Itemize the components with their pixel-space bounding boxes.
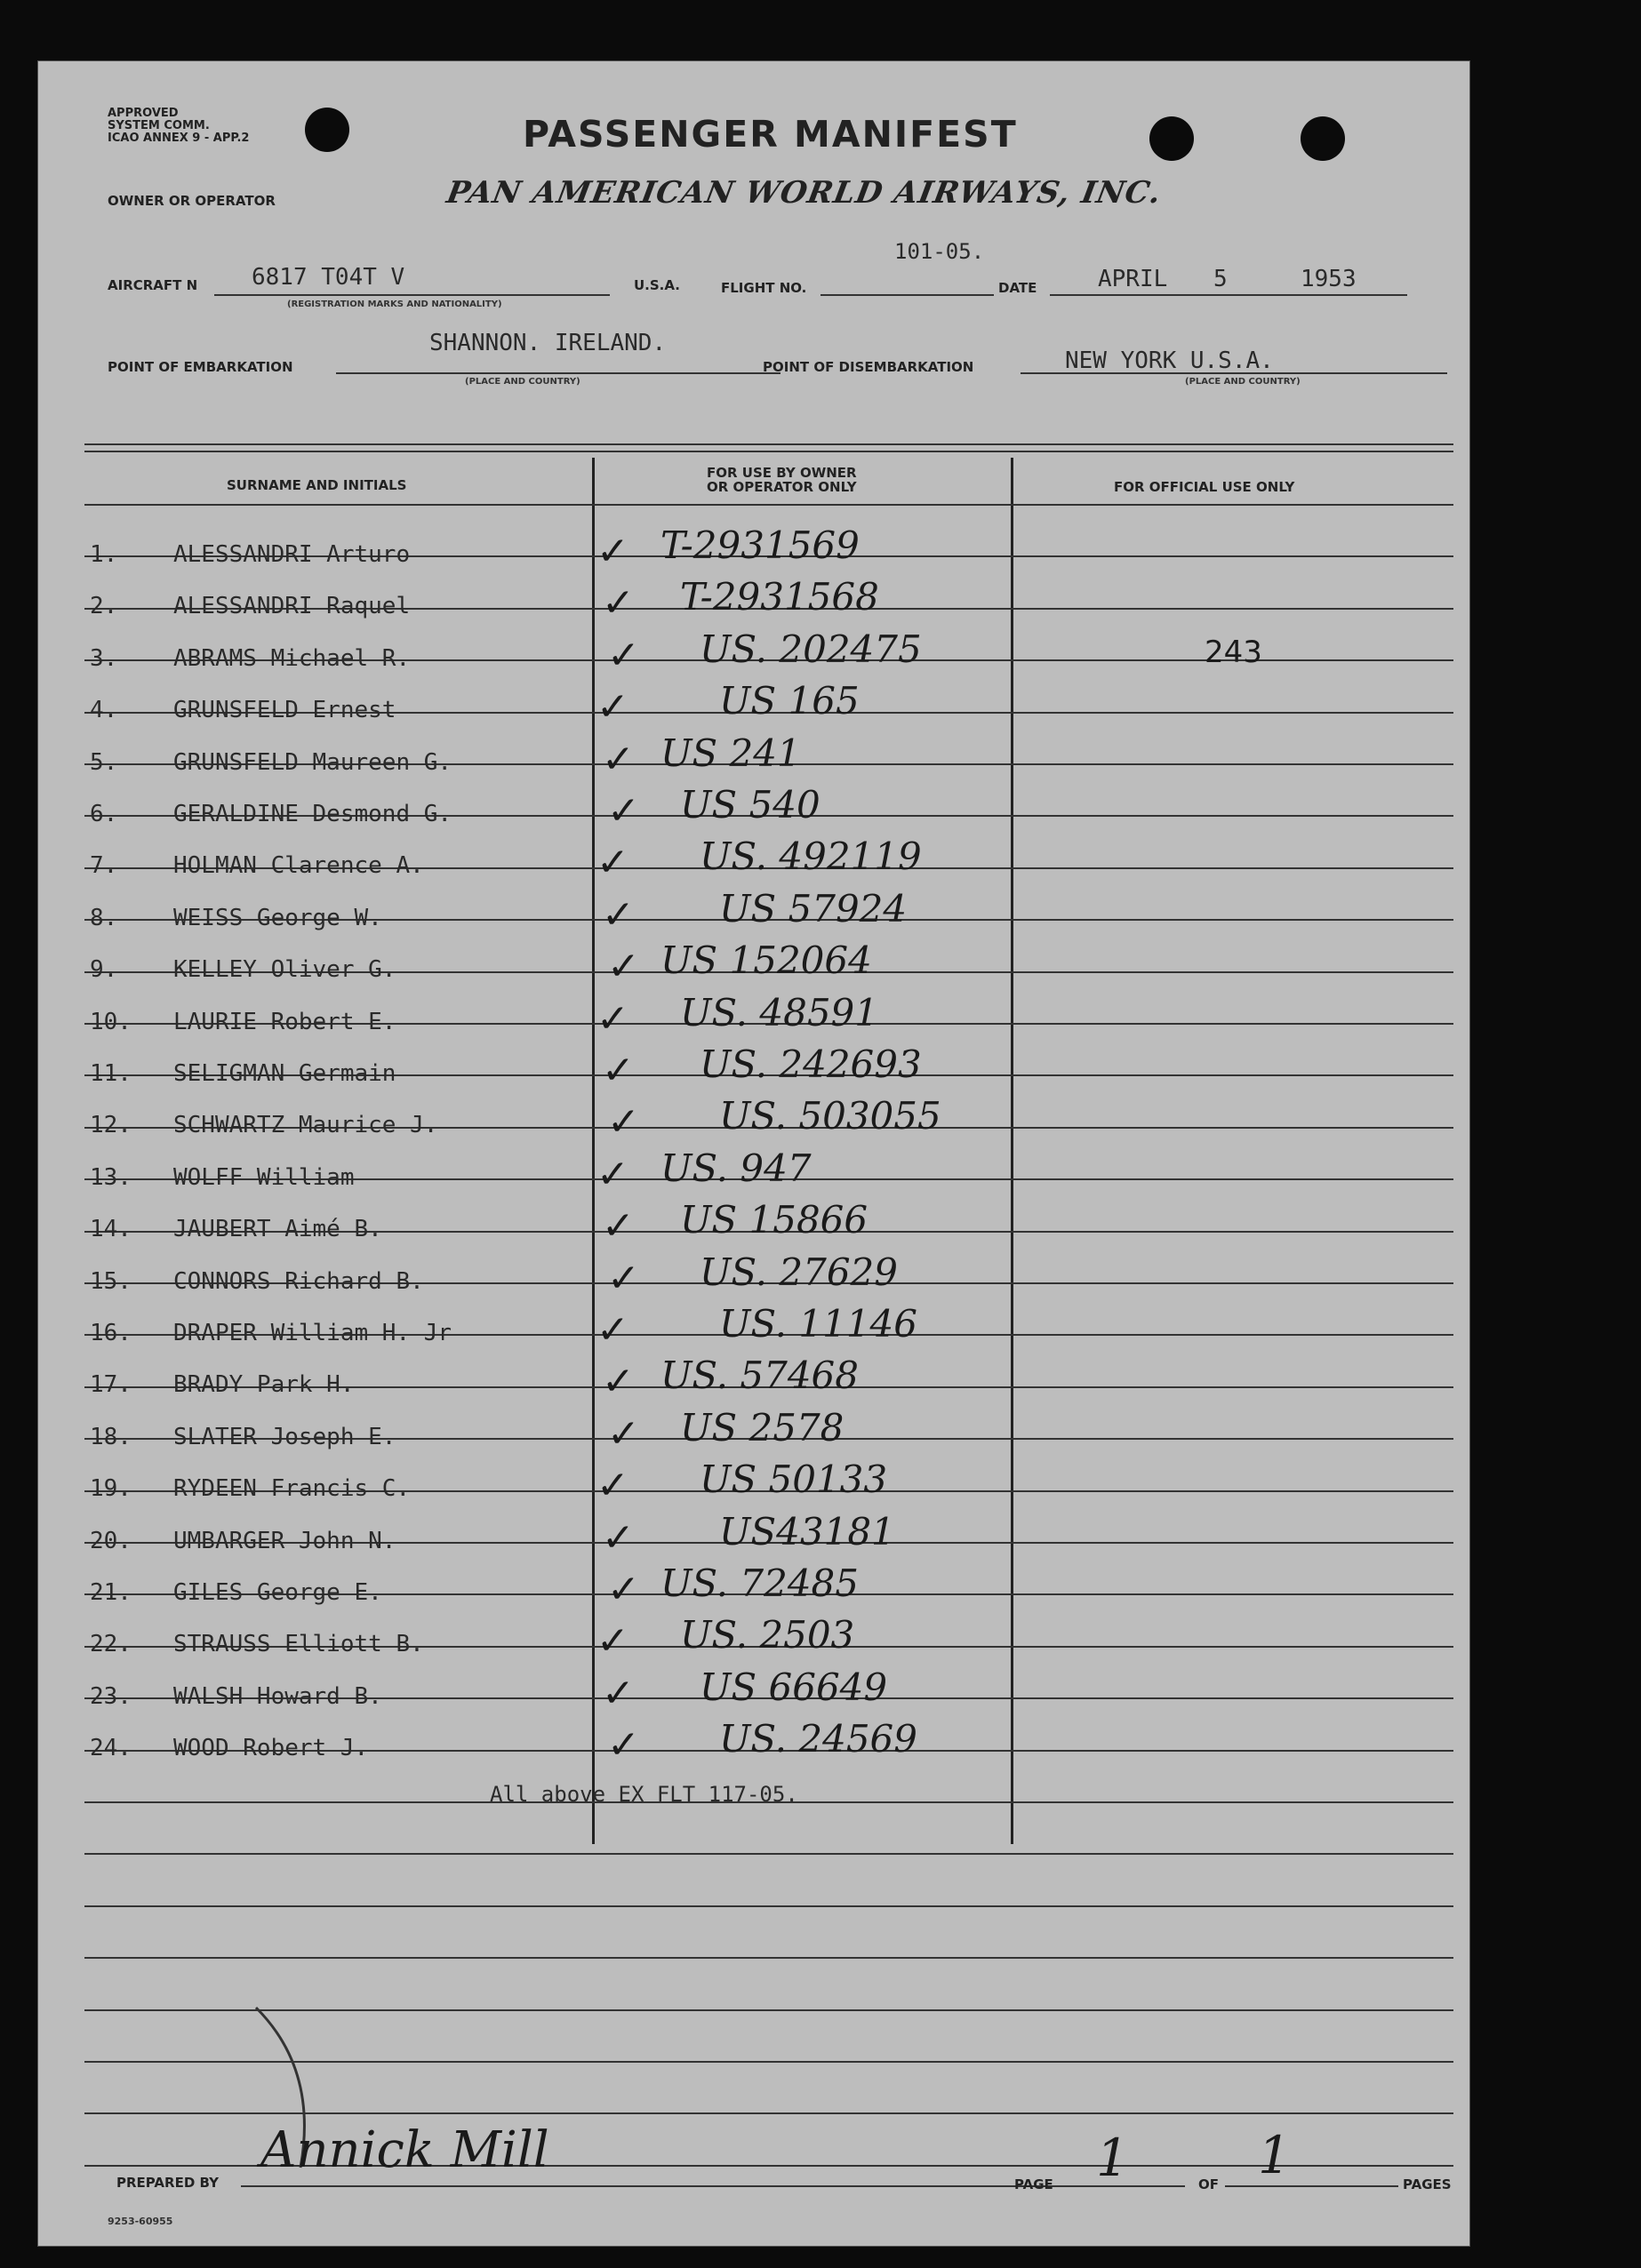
row-number: 18. (90, 1424, 132, 1450)
disembarkation-label: POINT OF DISEMBARKATION (763, 359, 974, 375)
flight-value: 101-05. (894, 239, 985, 264)
passenger-name: GRUNSFELD Maureen G. (173, 749, 452, 776)
passenger-name: WOLFF William (173, 1164, 355, 1191)
row-number: 4. (90, 697, 118, 723)
passport-number: T-2931569 (660, 523, 860, 567)
flight-label: FLIGHT NO. (721, 280, 807, 296)
of-underline (1225, 2185, 1398, 2187)
passport-number: US. 72485 (660, 1561, 859, 1605)
checkmark-icon: ✓ (596, 529, 629, 574)
passport-number: US. 24569 (719, 1717, 917, 1761)
row-number: 12. (90, 1112, 132, 1138)
passport-number: US. 202475 (700, 627, 922, 671)
passenger-name: GILES George E. (173, 1579, 382, 1606)
checkmark-icon: ✓ (607, 1256, 640, 1301)
approval-line: APPROVED (108, 107, 179, 120)
checkmark-icon: ✓ (602, 1203, 635, 1249)
row-number: 1. (90, 541, 118, 568)
approval-line: ICAO ANNEX 9 - APP.2 (108, 132, 250, 145)
passport-number: US. 27629 (700, 1250, 898, 1294)
row-number: 20. (90, 1528, 132, 1554)
row-number: 10. (90, 1009, 132, 1035)
passport-number: US. 48591 (680, 991, 878, 1034)
operator-header-line: FOR USE BY OWNER (707, 465, 857, 481)
form-number: 9253-60955 (108, 2216, 173, 2227)
embarkation-underline (336, 372, 780, 374)
checkmark-icon: ✓ (596, 840, 629, 885)
passport-number: T-2931568 (680, 575, 879, 619)
embarkation-value: SHANNON. IRELAND. (429, 330, 667, 356)
row-number: 21. (90, 1579, 132, 1606)
table-rule (84, 1957, 1453, 1959)
pages-label: PAGES (1403, 2176, 1452, 2192)
rule (84, 451, 1453, 452)
passport-number: US. 57468 (660, 1354, 859, 1397)
passenger-name: WOOD Robert J. (173, 1735, 369, 1761)
checkmark-icon: ✓ (602, 1515, 635, 1561)
official-header: FOR OFFICIAL USE ONLY (1114, 479, 1295, 495)
table-rule (84, 1905, 1453, 1907)
passenger-name: ABRAMS Michael R. (173, 645, 411, 672)
row-number: 15. (90, 1268, 132, 1295)
row-number: 5. (90, 749, 118, 776)
place-caption: (PLACE AND COUNTRY) (465, 377, 580, 387)
row-number: 13. (90, 1164, 132, 1191)
aircraft-underline (214, 294, 610, 296)
passport-number: US 15866 (680, 1198, 869, 1242)
passenger-name: ALESSANDRI Raquel (173, 593, 411, 619)
embarkation-label: POINT OF EMBARKATION (108, 359, 293, 375)
passenger-name: CONNORS Richard B. (173, 1268, 424, 1295)
registration-caption: (REGISTRATION MARKS AND NATIONALITY) (287, 299, 502, 309)
passport-number: US 165 (719, 679, 860, 723)
checkmark-icon: ✓ (602, 1671, 635, 1716)
date-year: 1953 (1301, 266, 1357, 292)
checkmark-icon: ✓ (602, 1359, 635, 1404)
aircraft-value: 6817 T04T V (252, 264, 405, 291)
checkmark-icon: ✓ (602, 737, 635, 782)
checkmark-icon: ✓ (596, 1307, 629, 1353)
passport-number: US 66649 (700, 1665, 888, 1709)
passenger-name: KELLEY Oliver G. (173, 956, 396, 983)
passenger-name: STRAUSS Elliott B. (173, 1631, 424, 1657)
row-number: 8. (90, 905, 118, 931)
row-number: 3. (90, 645, 118, 672)
passport-number: US. 492119 (700, 835, 922, 878)
punch-hole (1301, 116, 1345, 161)
checkmark-icon: ✓ (596, 1618, 629, 1664)
row-number: 9. (90, 956, 118, 983)
approval-line: SYSTEM COMM. (108, 119, 210, 132)
passenger-name: GRUNSFELD Ernest (173, 697, 396, 723)
passport-number: US 57924 (719, 887, 908, 930)
passenger-name: UMBARGER John N. (173, 1528, 396, 1554)
page-value: 1 (1096, 2128, 1129, 2188)
row-number: 22. (90, 1631, 132, 1657)
passenger-name: ALESSANDRI Arturo (173, 541, 411, 568)
checkmark-icon: ✓ (607, 1411, 640, 1457)
country-label: U.S.A. (634, 277, 680, 293)
rule (84, 443, 1453, 445)
row-number: 16. (90, 1320, 132, 1346)
row-number: 19. (90, 1475, 132, 1502)
date-day: 5 (1213, 266, 1228, 292)
checkmark-icon: ✓ (596, 684, 629, 730)
surname-header: SURNAME AND INITIALS (227, 477, 407, 493)
row-number: 24. (90, 1735, 132, 1761)
prepared-signature: Annick Mill (260, 2121, 549, 2179)
passport-number: US. 11146 (719, 1302, 917, 1346)
checkmark-icon: ✓ (596, 1152, 629, 1197)
date-underline (1050, 294, 1407, 296)
passport-number: US 241 (660, 731, 801, 775)
flight-underline (820, 294, 994, 296)
official-entry: 243 (1205, 635, 1262, 670)
passenger-name: LAURIE Robert E. (173, 1009, 396, 1035)
aircraft-label: AIRCRAFT N (108, 277, 198, 293)
passport-number: US. 503055 (719, 1094, 941, 1138)
manifest-sheet (37, 60, 1470, 2247)
passenger-name: SLATER Joseph E. (173, 1424, 396, 1450)
operator-header-line: OR OPERATOR ONLY (707, 479, 857, 495)
date-month: APRIL (1098, 266, 1168, 292)
page-title: PASSENGER MANIFEST (523, 113, 1018, 156)
page-label: PAGE (1014, 2176, 1053, 2192)
prepared-label: PREPARED BY (116, 2175, 219, 2191)
passport-number: US. 2503 (680, 1613, 855, 1657)
place-caption: (PLACE AND COUNTRY) (1185, 377, 1301, 387)
row-number: 17. (90, 1371, 132, 1398)
row-number: 14. (90, 1216, 132, 1242)
row-number: 7. (90, 852, 118, 879)
checkmark-icon: ✓ (607, 1099, 640, 1145)
passenger-name: GERALDINE Desmond G. (173, 801, 452, 827)
of-value: 1 (1258, 2125, 1291, 2185)
company-name: PAN AMERICAN WORLD AIRWAYS, INC. (444, 175, 1165, 211)
table-footnote: All above EX FLT 117-05. (490, 1782, 798, 1807)
approval-block (108, 108, 249, 145)
punch-hole (305, 108, 349, 152)
checkmark-icon: ✓ (602, 580, 635, 626)
checkmark-icon: ✓ (607, 1567, 640, 1612)
passenger-name: JAUBERT Aimé B. (173, 1216, 382, 1242)
column-divider (592, 458, 595, 1844)
of-label: OF (1198, 2176, 1219, 2192)
table-rule (84, 1853, 1453, 1855)
row-number: 11. (90, 1060, 132, 1087)
checkmark-icon: ✓ (607, 788, 640, 834)
passenger-name: RYDEEN Francis C. (173, 1475, 411, 1502)
passport-number: US 2578 (680, 1406, 845, 1449)
passenger-name: WEISS George W. (173, 905, 382, 931)
row-number: 23. (90, 1683, 132, 1710)
passenger-name: SCHWARTZ Maurice J. (173, 1112, 438, 1138)
passport-number: US 50133 (700, 1457, 888, 1501)
passenger-name: DRAPER William H. Jr (173, 1320, 452, 1346)
disembarkation-value: NEW YORK U.S.A. (1065, 347, 1274, 374)
passenger-name: WALSH Howard B. (173, 1683, 382, 1710)
checkmark-icon: ✓ (607, 633, 640, 678)
operator-header (707, 466, 857, 494)
passport-number: US. 947 (660, 1146, 812, 1190)
checkmark-icon: ✓ (607, 1722, 640, 1768)
passport-number: US43181 (719, 1510, 895, 1553)
passport-number: US 540 (680, 783, 820, 827)
owner-label: OWNER OR OPERATOR (108, 193, 276, 209)
passenger-name: SELIGMAN Germain (173, 1060, 396, 1087)
checkmark-icon: ✓ (602, 1048, 635, 1093)
passport-number: US. 242693 (700, 1042, 922, 1086)
passport-number: US 152064 (660, 938, 872, 982)
checkmark-icon: ✓ (607, 944, 640, 989)
passenger-name: HOLMAN Clarence A. (173, 852, 424, 879)
punch-hole (1149, 116, 1194, 161)
row-number: 6. (90, 801, 118, 827)
date-label: DATE (998, 280, 1037, 296)
column-divider (1011, 458, 1013, 1844)
table-rule (84, 504, 1453, 506)
checkmark-icon: ✓ (596, 996, 629, 1042)
passenger-name: BRADY Park H. (173, 1371, 355, 1398)
checkmark-icon: ✓ (596, 1463, 629, 1508)
row-number: 2. (90, 593, 118, 619)
checkmark-icon: ✓ (602, 892, 635, 938)
prepared-underline (241, 2185, 1085, 2187)
